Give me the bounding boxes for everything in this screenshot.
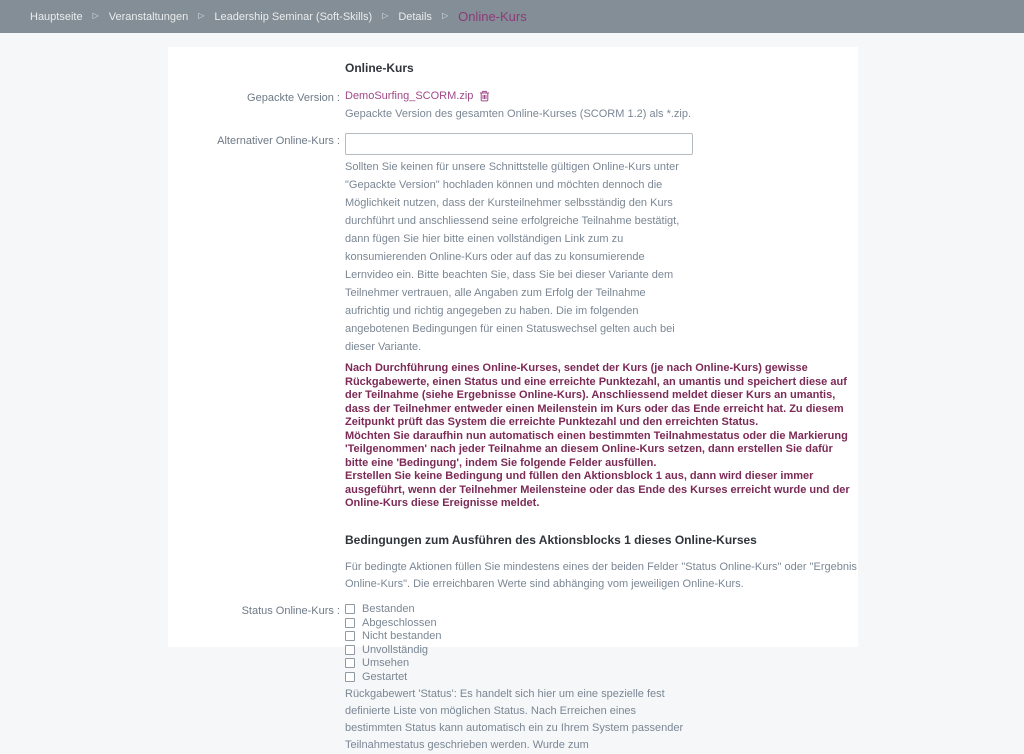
checkbox-gestartet[interactable] <box>345 672 355 682</box>
checkbox-label: Bestanden <box>362 603 415 616</box>
notice-paragraph: Erstellen Sie keine Bedingung und füllen den Aktionsblock 1 aus, dann wird dieser immer ausgeführt, wenn der Teilnehmer Meilensteine oder das Ende des Kurses erreicht wurde und der Online-Kurs diese Ereignisse meldet. <box>345 470 850 509</box>
checkbox-unvollstaendig[interactable] <box>345 645 355 655</box>
content-panel <box>168 47 858 751</box>
conditions-intro: Für bedingte Aktionen füllen Sie mindestens eines der beiden Felder "Status Online-Kurs" oder "Ergebnis Online-Kurs". Die erreichbaren Werte sind abhänging vom jeweiligen Online-Kurs. <box>345 560 857 590</box>
page-background <box>0 33 1024 751</box>
checkbox-row-umsehen <box>345 657 858 671</box>
form-row-status-online-kurs <box>168 603 858 754</box>
checkbox-row-abgeschlossen <box>345 616 858 630</box>
form-row-gepackte-version <box>168 90 858 123</box>
checkbox-label: Gestartet <box>362 670 408 683</box>
alternativer-online-kurs-input[interactable] <box>345 133 693 155</box>
notice-paragraph: Nach Durchführung eines Online-Kurses, sendet der Kurs (je nach Online-Kurs) gewisse Rückgabewerte, einen Status und eine erreichte Punktezahl, an umantis und speichert diese auf der Teilnahme (siehe Ergebnisse Online-Kurs). Anschliessend meldet dieser Kurs an umantis, dass der Teilnehmer entweder einen Meilenstein im Kurs oder das Ende erreicht hat. Zu diesem Zeitpunkt prüft das System die erreichte Punktezahl und den erreichten Status. <box>345 362 847 428</box>
checkbox-row-bestanden <box>345 603 858 617</box>
breadcrumb-item-hauptseite[interactable]: Hauptseite <box>30 10 83 23</box>
breadcrumb-separator-icon: ▷ <box>441 11 449 20</box>
form-row-alternativer-online-kurs <box>168 133 858 356</box>
page-title: Online-Kurs <box>345 61 414 75</box>
conditions-heading: Bedingungen zum Ausführen des Aktionsblocks 1 dieses Online-Kurses <box>345 532 757 547</box>
checkbox-label: Nicht bestanden <box>362 630 442 643</box>
checkbox-label: Unvollständig <box>362 643 429 656</box>
breadcrumb-item-details[interactable]: Details <box>398 10 432 23</box>
breadcrumb-separator-icon: ▷ <box>92 11 99 20</box>
checkbox-bestanden[interactable] <box>345 604 355 614</box>
breadcrumb-separator-icon: ▷ <box>198 11 205 20</box>
status-online-kurs-help: Rückgabewert 'Status': Es handelt sich hier um eine spezielle fest definierte Liste von möglichen Status. Nach Erreichen eines bestimmten Status kann automatisch ein zu Ihrem System passender Teilnahmestatus geschrieben werden. Wurde zum <box>345 687 684 751</box>
checkbox-row-unvollstaendig <box>345 643 858 657</box>
checkbox-nicht-bestanden[interactable] <box>345 631 355 641</box>
trash-icon[interactable] <box>479 90 490 102</box>
gepackte-version-help: Gepackte Version des gesamten Online-Kurses (SCORM 1.2) als *.zip. <box>345 108 692 120</box>
checkbox-abgeschlossen[interactable] <box>345 618 355 628</box>
checkbox-label: Umsehen <box>362 657 410 670</box>
scorm-zip-link[interactable]: DemoSurfing_SCORM.zip <box>345 90 474 102</box>
alternativer-online-kurs-label: Alternativer Online-Kurs : <box>217 135 340 147</box>
checkbox-label: Abgeschlossen <box>362 616 437 629</box>
checkbox-row-nicht-bestanden <box>345 630 858 644</box>
breadcrumb-item-leadership-seminar[interactable]: Leadership Seminar (Soft-Skills) <box>214 10 373 23</box>
alternativer-online-kurs-help: Sollten Sie keinen für unsere Schnittstelle gültigen Online-Kurs unter "Gepackte Version" hochladen können und möchten dennoch die Möglichkeit nutzen, dass der Kursteilnehmer selbsständig den Kurs durchführt und anschliessend seine erfolgreiche Teilnahme bestätigt, dann fügen Sie hier bitte einen vollständigen Link zum zu konsumierenden Online-Kurs oder auf das zu konsumierende Lernvideo ein. Bitte beachten Sie, dass Sie bei dieser Variante dem Teilnehmer vertrauen, alle Angaben zum Erfolg der Teilnahme aufrichtig und richtig angegeben zu haben. Die im folgenden angebotenen Bedingungen für einen Statuswechsel gelten auch bei dieser Variante. <box>345 161 680 353</box>
notice-paragraph: Möchten Sie daraufhin nun automatisch einen bestimmten Teilnahmestatus oder die Markierung 'Teilgenommen' nach jeder Teilnahme an diesem Online-Kurs setzen, dann erstellen Sie dafür bitte eine 'Bedingung', indem Sie folgende Felder ausfüllen. <box>345 429 848 469</box>
gepackte-version-label: Gepackte Version : <box>247 92 340 104</box>
checkbox-row-gestartet <box>345 670 858 684</box>
checkbox-umsehen[interactable] <box>345 658 355 668</box>
online-kurs-notice <box>345 362 858 511</box>
breadcrumb <box>0 0 1024 33</box>
breadcrumb-item-online-kurs-current: Online-Kurs <box>458 9 527 24</box>
status-online-kurs-label: Status Online-Kurs : <box>241 604 340 617</box>
breadcrumb-item-veranstaltungen[interactable]: Veranstaltungen <box>108 10 189 23</box>
breadcrumb-separator-icon: ▷ <box>382 11 389 20</box>
